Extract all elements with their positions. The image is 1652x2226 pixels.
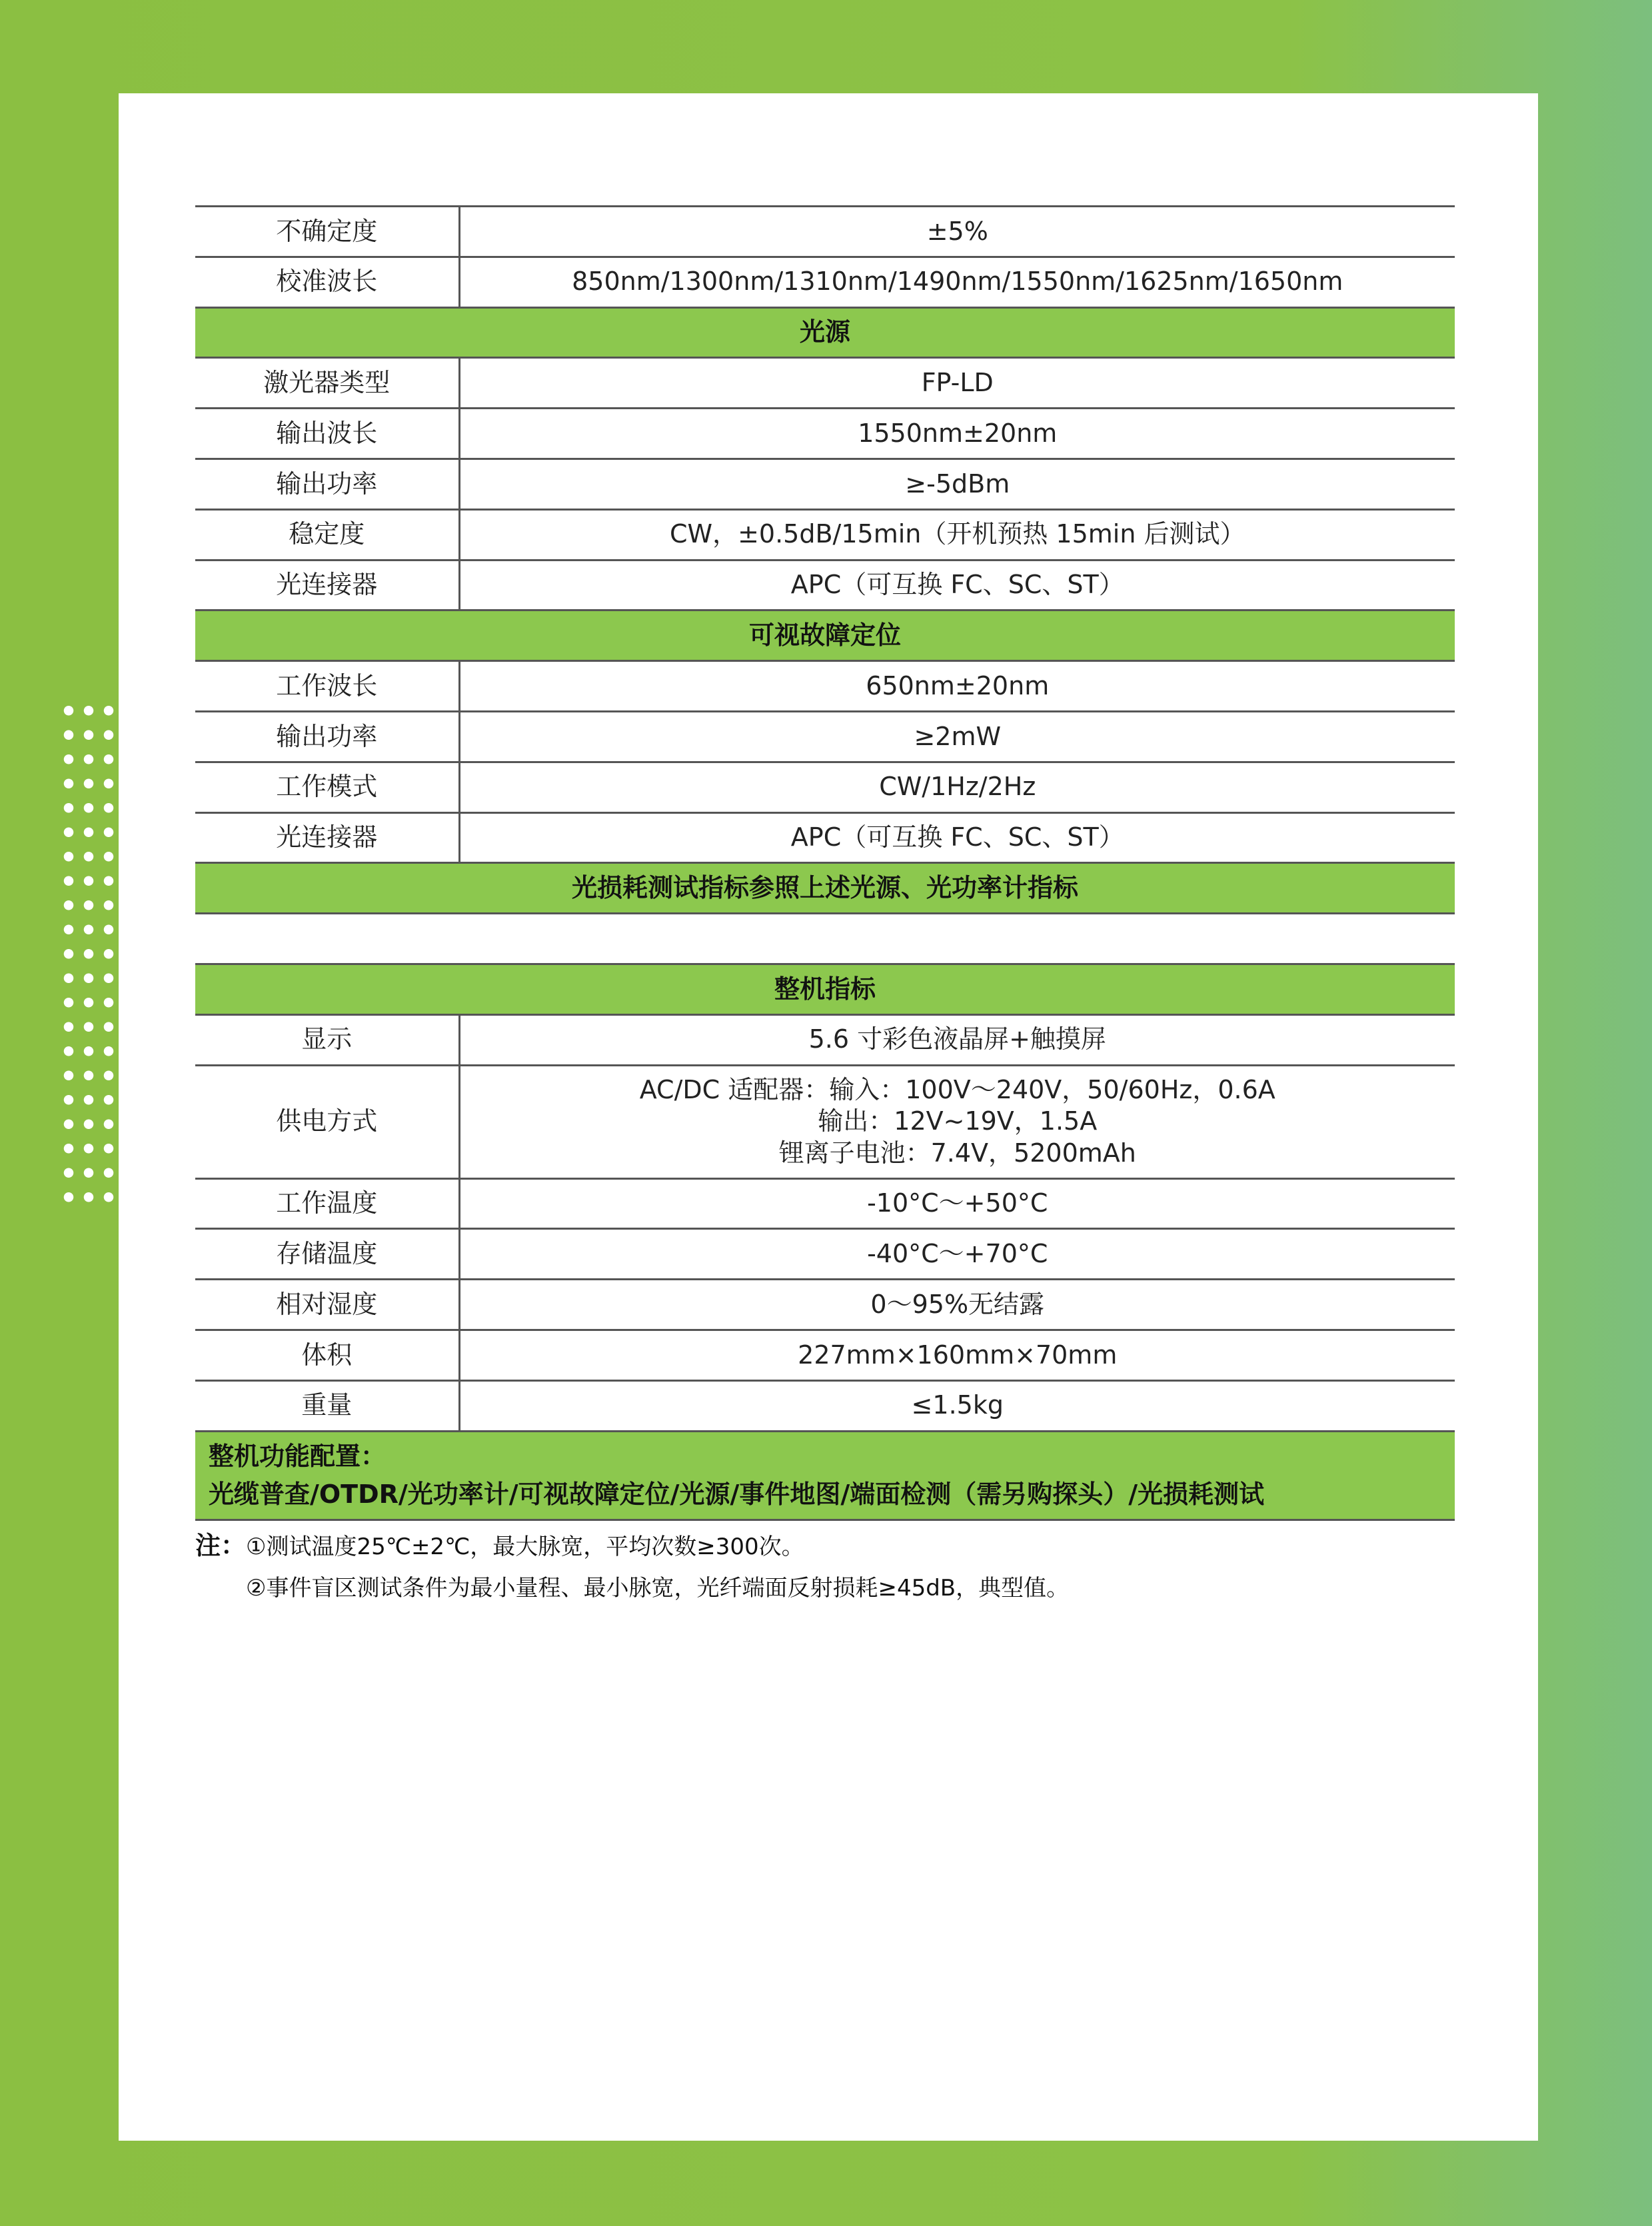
spec-table — [195, 205, 1455, 1521]
spec-row — [195, 509, 1455, 560]
decorative-dot-grid — [59, 698, 119, 1205]
function-config-line1: 整机功能配置： — [209, 1441, 387, 1471]
spec-row — [195, 1014, 1455, 1065]
spec-label: 稳定度 — [195, 509, 459, 560]
section-header-row — [195, 307, 1455, 358]
section-title: 光源 — [195, 307, 1455, 358]
spec-value-line: 锂离子电池：7.4V，5200mAh — [778, 1138, 1136, 1168]
spec-label: 输出波长 — [195, 409, 459, 459]
spacer-cell — [195, 914, 1455, 964]
note-label: 注： — [195, 1531, 247, 1560]
spec-row — [195, 812, 1455, 863]
spec-value: ≥2mW — [459, 711, 1455, 762]
spec-row — [195, 1065, 1455, 1178]
section-header-row — [195, 863, 1455, 914]
section-title: 可视故障定位 — [195, 610, 1455, 661]
spec-row — [195, 1380, 1455, 1431]
function-config-row — [195, 1431, 1455, 1520]
section-header-row — [195, 610, 1455, 661]
spec-label: 激光器类型 — [195, 358, 459, 409]
spec-label: 显示 — [195, 1014, 459, 1065]
spec-value: 0～95%无结露 — [459, 1280, 1455, 1330]
spec-row — [195, 1330, 1455, 1380]
spec-value: FP-LD — [459, 358, 1455, 409]
spec-row — [195, 409, 1455, 459]
spec-label: 不确定度 — [195, 207, 459, 257]
spec-value: APC（可互换 FC、SC、ST） — [459, 812, 1455, 863]
spec-value: CW，±0.5dB/15min（开机预热 15min 后测试） — [459, 509, 1455, 560]
spec-value — [459, 1065, 1455, 1178]
section-header-row — [195, 964, 1455, 1014]
spec-row — [195, 661, 1455, 712]
spec-label: 光连接器 — [195, 812, 459, 863]
spec-label: 相对湿度 — [195, 1280, 459, 1330]
spec-label: 供电方式 — [195, 1065, 459, 1178]
spec-value: -40°C～+70°C — [459, 1229, 1455, 1280]
spec-label: 光连接器 — [195, 560, 459, 610]
spec-row — [195, 711, 1455, 762]
spec-value: ±5% — [459, 207, 1455, 257]
spec-value: 1550nm±20nm — [459, 409, 1455, 459]
spec-row — [195, 762, 1455, 812]
spec-label: 工作波长 — [195, 661, 459, 712]
spec-row — [195, 358, 1455, 409]
spec-value: ≥-5dBm — [459, 459, 1455, 509]
spec-value-line: 输出：12V~19V，1.5A — [818, 1106, 1098, 1136]
spec-value: 650nm±20nm — [459, 661, 1455, 712]
section-title: 整机指标 — [195, 964, 1455, 1014]
note-line-1: 注：①测试温度25℃±2℃，最大脉宽，平均次数≥300次。 — [195, 1531, 804, 1560]
function-config-line2: 光缆普查/OTDR/光功率计/可视故障定位/光源/事件地图/端面检测（需另购探头）/光损耗测试 — [209, 1479, 1265, 1509]
spec-label: 存储温度 — [195, 1229, 459, 1280]
spec-row — [195, 207, 1455, 257]
spec-value: 227mm×160mm×70mm — [459, 1330, 1455, 1380]
spec-value: 850nm/1300nm/1310nm/1490nm/1550nm/1625nm/1650nm — [459, 257, 1455, 307]
spec-label: 工作模式 — [195, 762, 459, 812]
spec-label: 输出功率 — [195, 459, 459, 509]
spec-row — [195, 1280, 1455, 1330]
spec-label: 校准波长 — [195, 257, 459, 307]
section-title: 光损耗测试指标参照上述光源、光功率计指标 — [195, 863, 1455, 914]
spec-row — [195, 459, 1455, 509]
spec-value: -10°C～+50°C — [459, 1178, 1455, 1229]
spec-value: APC（可互换 FC、SC、ST） — [459, 560, 1455, 610]
spec-value: ≤1.5kg — [459, 1380, 1455, 1431]
notes — [195, 1525, 1455, 1609]
spec-row — [195, 560, 1455, 610]
spec-row — [195, 1178, 1455, 1229]
function-config-cell — [195, 1431, 1455, 1520]
spec-value: CW/1Hz/2Hz — [459, 762, 1455, 812]
spec-label: 重量 — [195, 1380, 459, 1431]
spec-label: 输出功率 — [195, 711, 459, 762]
spec-value: 5.6 寸彩色液晶屏+触摸屏 — [459, 1014, 1455, 1065]
spec-row — [195, 1229, 1455, 1280]
note-line-2: ②事件盲区测试条件为最小量程、最小脉宽，光纤端面反射损耗≥45dB，典型值。 — [246, 1575, 1070, 1602]
spec-row — [195, 257, 1455, 307]
spec-value-line: AC/DC 适配器：输入：100V～240V，50/60Hz，0.6A — [639, 1074, 1275, 1104]
spec-label: 工作温度 — [195, 1178, 459, 1229]
spacer-row — [195, 914, 1455, 964]
spec-label: 体积 — [195, 1330, 459, 1380]
